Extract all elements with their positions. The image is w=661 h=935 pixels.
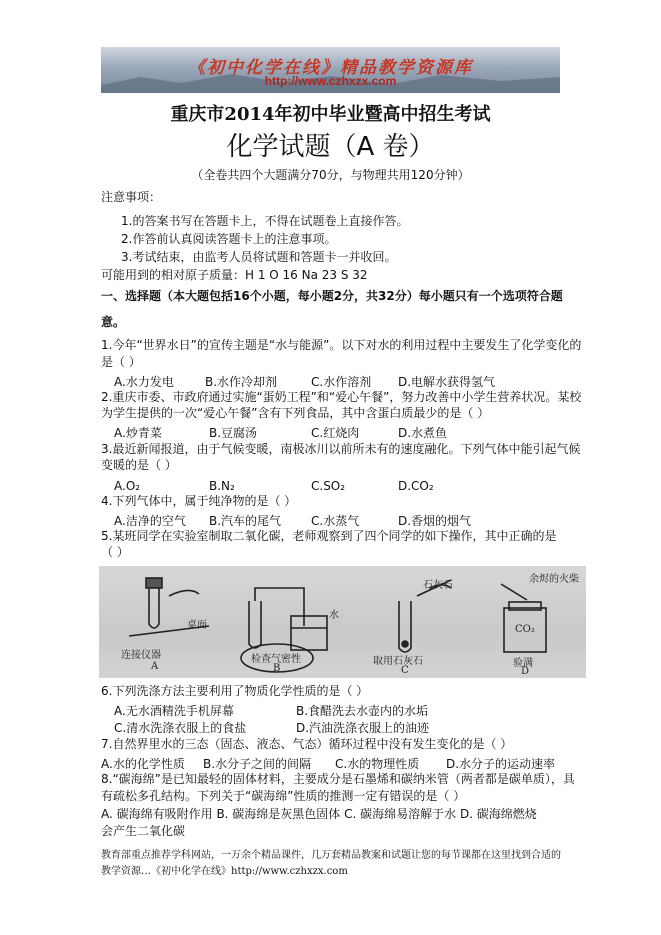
subject-title: 化学试题（A 卷） (226, 132, 435, 162)
page-footer (101, 848, 571, 880)
label-airtight: 检查气密性 (251, 654, 301, 665)
q2-option-c: C.红烧肉 (311, 426, 360, 440)
q8-options-cont: 会产生二氧化碳 (101, 824, 186, 838)
question-3-cont: 变暖的是（ ） (101, 458, 177, 472)
banner-url[interactable]: http://www.czhxzx.com (264, 74, 397, 88)
notice-item: 2.作答前认真阅读答题卡上的注意事项。 (121, 232, 337, 246)
question-1: 1.今年“世界水日”的宣传主题是“水与能源”。以下对水的利用过程中主要发生了化学变化的 (101, 338, 582, 352)
label-c: C (401, 665, 409, 676)
label-limestone: 石灰石 (423, 580, 453, 591)
q6-option-a: A.无水酒精洗手机屏幕 (114, 704, 234, 718)
banner-title: 《初中化学在线》精品教学资源库 (188, 58, 473, 78)
label-co2: CO₂ (515, 624, 535, 635)
q7-option-a: A.水的化学性质 (101, 757, 185, 771)
q7-option-d: D.水分子的运动速率 (446, 757, 556, 771)
q4-option-a: A.洁净的空气 (114, 514, 186, 528)
label-water: 水 (329, 610, 339, 621)
exam-title: 重庆市2014年初中毕业暨高中招生考试 (170, 104, 491, 125)
question-4: 4.下列气体中，属于纯净物的是（ ） (101, 494, 297, 508)
q7-option-c: C.水的物理性质 (335, 757, 420, 771)
q1-option-b: B.水作冷却剂 (205, 375, 278, 389)
question-7: 7.自然界里水的三态（固态、液态、气态）循环过程中没有发生变化的是（ ） (101, 737, 513, 751)
label-a: A (151, 661, 159, 672)
header-banner (101, 47, 560, 93)
question-8: 8.“碳海绵”是已知最轻的固体材料，主要成分是石墨烯和碳纳米管（两者都是碳单质），具 (101, 772, 575, 786)
exam-note: （全卷共四个大题满分70分，与物理共用120分钟） (191, 168, 470, 182)
question-5-cont: （ ） (101, 545, 129, 559)
q3-option-d: D.CO₂ (398, 479, 434, 493)
q3-option-c: C.SO₂ (311, 479, 346, 493)
q3-option-a: A.O₂ (114, 479, 141, 493)
label-b: B (273, 663, 281, 674)
notice-item: 1.的答案书写在答题卡上，不得在试题卷上直接作答。 (121, 214, 409, 228)
label-match: 余烬的火柴 (529, 574, 579, 585)
q1-option-c: C.水作溶剂 (311, 375, 372, 389)
label-full-check: 验满 (513, 658, 533, 669)
q4-option-c: C.水蒸气 (311, 514, 360, 528)
q3-option-b: B.N₂ (209, 479, 235, 493)
q6-option-c: C.清水洗涤衣服上的食盐 (114, 721, 247, 735)
q6-option-d: D.汽油洗涤衣服上的油迹 (296, 721, 430, 735)
label-desk: 桌面 (187, 620, 207, 631)
notice-item: 3.考试结束，由监考人员将试题和答题卡一并收回。 (121, 250, 397, 264)
footer-line-1: 教育部重点推荐学科网站，一万余个精品课件，几万套精品教案和试题让您的每节课都在这里找到合适的 (101, 850, 561, 861)
label-d: D (521, 666, 530, 677)
q7-option-b: B.水分子之间的间隔 (203, 757, 312, 771)
q4-option-d: D.香烟的烟气 (398, 514, 472, 528)
section-heading: 一、选择题（本大题包括16个小题，每小题2分，共32分）每小题只有一个选项符合题 (101, 289, 563, 303)
question-1-cont: 是（ ） (101, 355, 141, 369)
q6-option-b: B.食醋洗去水壶内的水垢 (296, 704, 429, 718)
question-5: 5.某班同学在实验室制取二氧化碳，老师观察到了四个同学的如下操作，其中正确的是 (101, 529, 557, 543)
question-2-cont: 为学生提供的一次“爱心午餐”含有下列食品，其中含蛋白质最少的是（ ） (101, 406, 490, 420)
q8-options: A. 碳海绵有吸附作用 B. 碳海绵是灰黑色固体 C. 碳海绵易溶解于水 D. 碳海绵燃烧 (101, 807, 537, 821)
q2-option-d: D.水煮鱼 (398, 426, 448, 440)
q2-option-a: A.炒青菜 (114, 426, 162, 440)
label-take-limestone: 取用石灰石 (373, 656, 423, 667)
question-2: 2.重庆市委、市政府通过实施“蛋奶工程”和“爱心午餐”，努力改善中小学生营养状况。某校 (101, 390, 582, 404)
q1-option-a: A.水力发电 (114, 375, 174, 389)
q2-option-b: B.豆腐汤 (209, 426, 258, 440)
q1-option-d: D.电解水获得氢气 (398, 375, 496, 389)
question-6: 6.下列洗涤方法主要利用了物质化学性质的是（ ） (101, 684, 369, 698)
atomic-masses: 可能用到的相对原子质量：H 1 O 16 Na 23 S 32 (101, 268, 368, 282)
question-8-cont: 有疏松多孔结构。下列关于“碳海绵”性质的推测一定有错误的是（ ） (101, 789, 466, 803)
label-connect: 连接仪器 (121, 650, 161, 661)
notice-heading: 注意事项： (101, 190, 162, 204)
question-3: 3.最近新闻报道，由于气候变暖，南极冰川以前所未有的速度融化。下列气体中能引起气候 (101, 442, 581, 456)
section-heading-cont: 意。 (101, 315, 126, 329)
footer-line-2[interactable]: 教学资源…《初中化学在线》http://www.czhxzx.com (101, 866, 348, 877)
q5-experiment-figure (99, 566, 586, 678)
q4-option-b: B.汽车的尾气 (209, 514, 282, 528)
